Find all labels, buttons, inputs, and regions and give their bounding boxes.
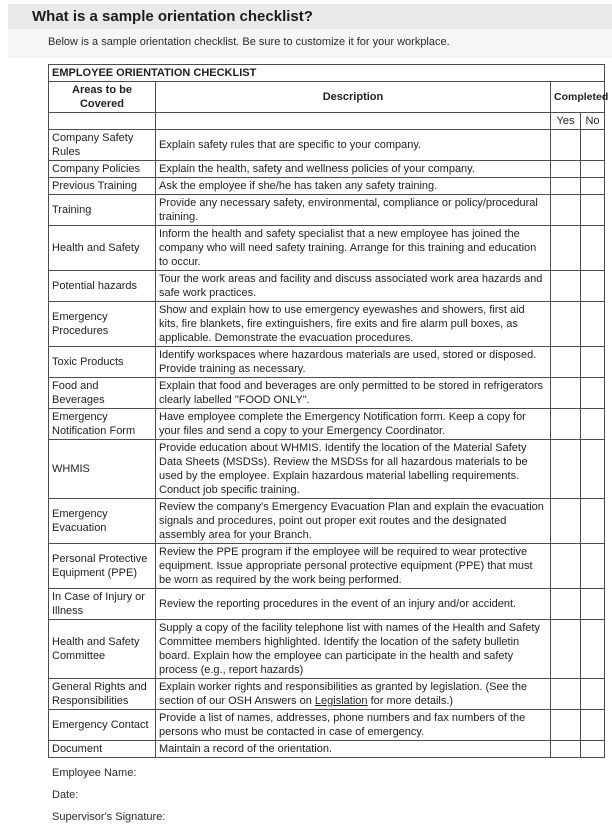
checklist-rows xyxy=(49,130,605,758)
yes-cell xyxy=(551,271,581,302)
area-cell: WHMIS xyxy=(49,440,156,499)
yes-no-header-row xyxy=(49,113,605,130)
table-row xyxy=(49,178,605,195)
table-row xyxy=(49,544,605,589)
no-column-header: No xyxy=(581,113,605,130)
yes-cell xyxy=(551,544,581,589)
yes-cell xyxy=(551,710,581,741)
description-cell: Explain worker rights and responsibilities as granted by legislation. (See the section of our OSH Answers on Legislation for more details.) xyxy=(156,679,551,710)
no-cell xyxy=(581,679,605,710)
area-cell: Company Safety Rules xyxy=(49,130,156,161)
no-cell xyxy=(581,271,605,302)
description-cell: Tour the work areas and facility and discuss associated work area hazards and safe work practices. xyxy=(156,271,551,302)
yes-cell xyxy=(551,409,581,440)
description-cell: Explain the health, safety and wellness policies of your company. xyxy=(156,161,551,178)
description-cell: Inform the health and safety specialist that a new employee has joined the company who will need safety training. Arrange for this training and education to occur. xyxy=(156,226,551,271)
yes-cell xyxy=(551,226,581,271)
area-cell: In Case of Injury or Illness xyxy=(49,589,156,620)
no-cell xyxy=(581,620,605,679)
area-cell: Training xyxy=(49,195,156,226)
description-cell: Provide a list of names, addresses, phone numbers and fax numbers of the persons who must be contacted in case of emergency. xyxy=(156,710,551,741)
yes-column-header: Yes xyxy=(551,113,581,130)
no-cell xyxy=(581,302,605,347)
description-cell: Maintain a record of the orientation. xyxy=(156,741,551,758)
table-row xyxy=(49,620,605,679)
table-row xyxy=(49,195,605,226)
yes-cell xyxy=(551,130,581,161)
column-header-description: Description xyxy=(156,82,551,113)
description-cell: Provide education about WHMIS. Identify the location of the Material Safety Data Sheets (MSDSs). Review the MSDSs for all hazardous materials to be used by the employee. Explain hazardous material labelling requirements. Conduct job specific training. xyxy=(156,440,551,499)
table-caption-row xyxy=(49,65,605,82)
intro-band xyxy=(8,29,612,58)
no-cell xyxy=(581,226,605,271)
no-cell xyxy=(581,161,605,178)
yes-cell xyxy=(551,499,581,544)
description-cell: Supply a copy of the facility telephone list with names of the Health and Safety Committee members highlighted. Identify the location of the safety bulletin board. Explain how the employee can participate in the health and safety process (e.g., report hazards) xyxy=(156,620,551,679)
area-cell: Emergency Procedures xyxy=(49,302,156,347)
empty-description-cell xyxy=(156,113,551,130)
table-row xyxy=(49,741,605,758)
area-cell: Emergency Evacuation xyxy=(49,499,156,544)
area-cell: General Rights and Responsibilities xyxy=(49,679,156,710)
column-header-areas: Areas to be Covered xyxy=(49,82,156,113)
area-cell: Company Policies xyxy=(49,161,156,178)
intro-text: Below is a sample orientation checklist. Be sure to customize it for your workplace. xyxy=(48,36,450,48)
no-cell xyxy=(581,130,605,161)
no-cell xyxy=(581,544,605,589)
orientation-checklist-table xyxy=(48,64,609,758)
area-cell: Health and Safety xyxy=(49,226,156,271)
description-cell: Explain that food and beverages are only permitted to be stored in refrigerators clearly labelled "FOOD ONLY". xyxy=(156,378,551,409)
yes-cell xyxy=(551,440,581,499)
column-header-row xyxy=(49,82,605,113)
supervisor-signature-label: Supervisor's Signature: xyxy=(52,811,166,823)
area-cell: Personal Protective Equipment (PPE) xyxy=(49,544,156,589)
signature-block xyxy=(52,767,612,824)
table-row xyxy=(49,161,605,178)
description-cell: Review the company's Emergency Evacuation Plan and explain the evacuation signals and procedures, point out proper exit routes and the designated assembly area for your Branch. xyxy=(156,499,551,544)
no-cell xyxy=(581,347,605,378)
no-cell xyxy=(581,710,605,741)
area-cell: Food and Beverages xyxy=(49,378,156,409)
no-cell xyxy=(581,499,605,544)
no-cell xyxy=(581,378,605,409)
yes-cell xyxy=(551,178,581,195)
area-cell: Emergency Notification Form xyxy=(49,409,156,440)
no-cell xyxy=(581,440,605,499)
table-row xyxy=(49,271,605,302)
yes-cell xyxy=(551,195,581,226)
no-cell xyxy=(581,589,605,620)
area-cell: Potential hazards xyxy=(49,271,156,302)
table-row xyxy=(49,347,605,378)
title-band xyxy=(8,4,612,29)
date-label: Date: xyxy=(52,789,79,801)
description-cell: Ask the employee if she/he has taken any safety training. xyxy=(156,178,551,195)
table-row xyxy=(49,589,605,620)
area-cell: Toxic Products xyxy=(49,347,156,378)
yes-cell xyxy=(551,620,581,679)
table-row xyxy=(49,409,605,440)
table-row xyxy=(49,440,605,499)
yes-cell xyxy=(551,161,581,178)
area-cell: Health and Safety Committee xyxy=(49,620,156,679)
empty-area-cell xyxy=(49,113,156,130)
yes-cell xyxy=(551,679,581,710)
area-cell: Emergency Contact xyxy=(49,710,156,741)
description-cell: Have employee complete the Emergency Notification form. Keep a copy for your files and send a copy to your Emergency Coordinator. xyxy=(156,409,551,440)
no-cell xyxy=(581,195,605,226)
table-row xyxy=(49,302,605,347)
page-title: What is a sample orientation checklist? xyxy=(32,8,313,25)
description-cell: Show and explain how to use emergency eyewashes and showers, first aid kits, fire blankets, fire extinguishers, fire exits and fire alarm pull boxes, as applicable. Demonstrate the evacuation procedures. xyxy=(156,302,551,347)
table-title: EMPLOYEE ORIENTATION CHECKLIST xyxy=(49,65,605,82)
document-page xyxy=(0,4,612,823)
area-cell: Document xyxy=(49,741,156,758)
table-row xyxy=(49,499,605,544)
table-row xyxy=(49,679,605,710)
description-cell: Provide any necessary safety, environmental, compliance or policy/procedural training. xyxy=(156,195,551,226)
employee-name-label: Employee Name: xyxy=(52,767,137,779)
description-cell: Explain safety rules that are specific to your company. xyxy=(156,130,551,161)
area-cell: Previous Training xyxy=(49,178,156,195)
table-row xyxy=(49,130,605,161)
column-header-completed: Completed xyxy=(551,82,605,113)
yes-cell xyxy=(551,347,581,378)
yes-cell xyxy=(551,589,581,620)
yes-cell xyxy=(551,741,581,758)
no-cell xyxy=(581,741,605,758)
table-row xyxy=(49,378,605,409)
no-cell xyxy=(581,409,605,440)
table-row xyxy=(49,710,605,741)
table-row xyxy=(49,226,605,271)
description-cell: Review the reporting procedures in the event of an injury and/or accident. xyxy=(156,589,551,620)
legislation-link[interactable]: Legislation xyxy=(314,695,368,707)
description-cell: Review the PPE program if the employee will be required to wear protective equipment. Issue appropriate personal protective equipment (PPE) that must be worn as required by the work being performed. xyxy=(156,544,551,589)
yes-cell xyxy=(551,378,581,409)
yes-cell xyxy=(551,302,581,347)
no-cell xyxy=(581,178,605,195)
description-cell: Identify workspaces where hazardous materials are used, stored or disposed. Provide training as necessary. xyxy=(156,347,551,378)
